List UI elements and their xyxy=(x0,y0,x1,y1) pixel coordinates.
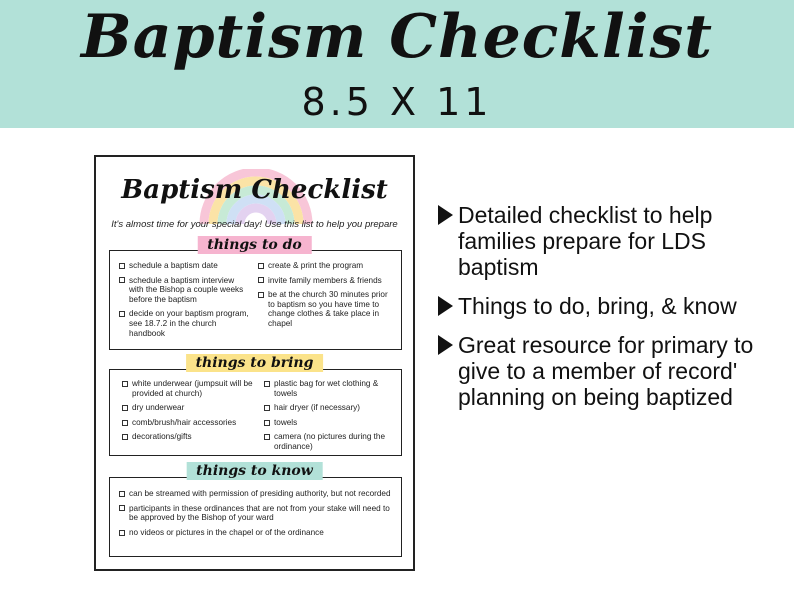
checkbox-icon xyxy=(264,420,270,426)
top-banner xyxy=(0,0,794,128)
checkbox-icon xyxy=(264,405,270,411)
paper-subtitle: It's almost time for your special day! Use this list to help you prepare xyxy=(111,219,398,230)
paper-title: Baptism Checklist xyxy=(121,175,388,205)
things-to-know-list xyxy=(119,489,395,542)
list-item: create & print the program xyxy=(258,261,396,271)
list-item: camera (no pictures during the ordinance) xyxy=(264,432,396,451)
checkbox-icon xyxy=(119,263,125,269)
checkbox-icon xyxy=(258,263,264,269)
list-item: can be streamed with permission of presiding authority, but not recorded xyxy=(119,489,395,499)
things-to-do-left-column xyxy=(119,261,249,343)
list-item: white underwear (jumpsuit will be provided at church) xyxy=(122,379,256,398)
section-things-to-bring xyxy=(109,369,402,456)
checkbox-icon xyxy=(119,505,125,511)
list-item: be at the church 30 minutes prior to baptism so you have time to change clothes & take place in chapel xyxy=(258,290,396,328)
triangle-bullet-icon xyxy=(438,296,453,316)
list-item: schedule a baptism interview with the Bishop a couple weeks before the baptism xyxy=(119,276,249,305)
checkbox-icon xyxy=(119,277,125,283)
feature-item: Great resource for primary to give to a member of record' planning on being baptized xyxy=(436,332,756,410)
list-item: towels xyxy=(264,418,396,428)
list-item: decide on your baptism program, see 18.7.2 in the church handbook xyxy=(119,309,249,338)
banner-size-label: 8.5 X 11 xyxy=(301,80,493,124)
checkbox-icon xyxy=(264,434,270,440)
things-to-do-heading: things to do xyxy=(197,236,312,254)
checkbox-icon xyxy=(258,292,264,298)
list-item: dry underwear xyxy=(122,403,256,413)
banner-title: Baptism Checklist xyxy=(81,2,713,72)
list-item: schedule a baptism date xyxy=(119,261,249,271)
triangle-bullet-icon xyxy=(438,205,453,225)
checkbox-icon xyxy=(258,277,264,283)
list-item: invite family members & friends xyxy=(258,276,396,286)
feature-item: Things to do, bring, & know xyxy=(436,293,756,319)
feature-list xyxy=(436,202,756,423)
checkbox-icon xyxy=(119,530,125,536)
triangle-bullet-icon xyxy=(438,335,453,355)
things-to-do-right-column xyxy=(258,261,396,334)
checkbox-icon xyxy=(119,491,125,497)
section-things-to-know xyxy=(109,477,402,557)
things-to-know-heading: things to know xyxy=(186,462,323,480)
list-item: plastic bag for wet clothing & towels xyxy=(264,379,396,398)
feature-item: Detailed checklist to help families prepare for LDS baptism xyxy=(436,202,756,280)
checklist-page-preview xyxy=(94,155,415,571)
things-to-bring-right-column xyxy=(264,379,396,457)
checkbox-icon xyxy=(122,381,128,387)
checkbox-icon xyxy=(264,381,270,387)
checkbox-icon xyxy=(122,434,128,440)
list-item: participants in these ordinances that are not from your stake will need to be approved by the Bishop of your ward xyxy=(119,504,395,523)
checkbox-icon xyxy=(122,420,128,426)
list-item: hair dryer (if necessary) xyxy=(264,403,396,413)
things-to-bring-left-column xyxy=(122,379,256,447)
list-item: comb/brush/hair accessories xyxy=(122,418,256,428)
list-item: decorations/gifts xyxy=(122,432,256,442)
section-things-to-do xyxy=(109,250,402,350)
checkbox-icon xyxy=(119,311,125,317)
list-item: no videos or pictures in the chapel or of the ordinance xyxy=(119,528,395,538)
things-to-bring-heading: things to bring xyxy=(186,354,324,372)
checkbox-icon xyxy=(122,405,128,411)
